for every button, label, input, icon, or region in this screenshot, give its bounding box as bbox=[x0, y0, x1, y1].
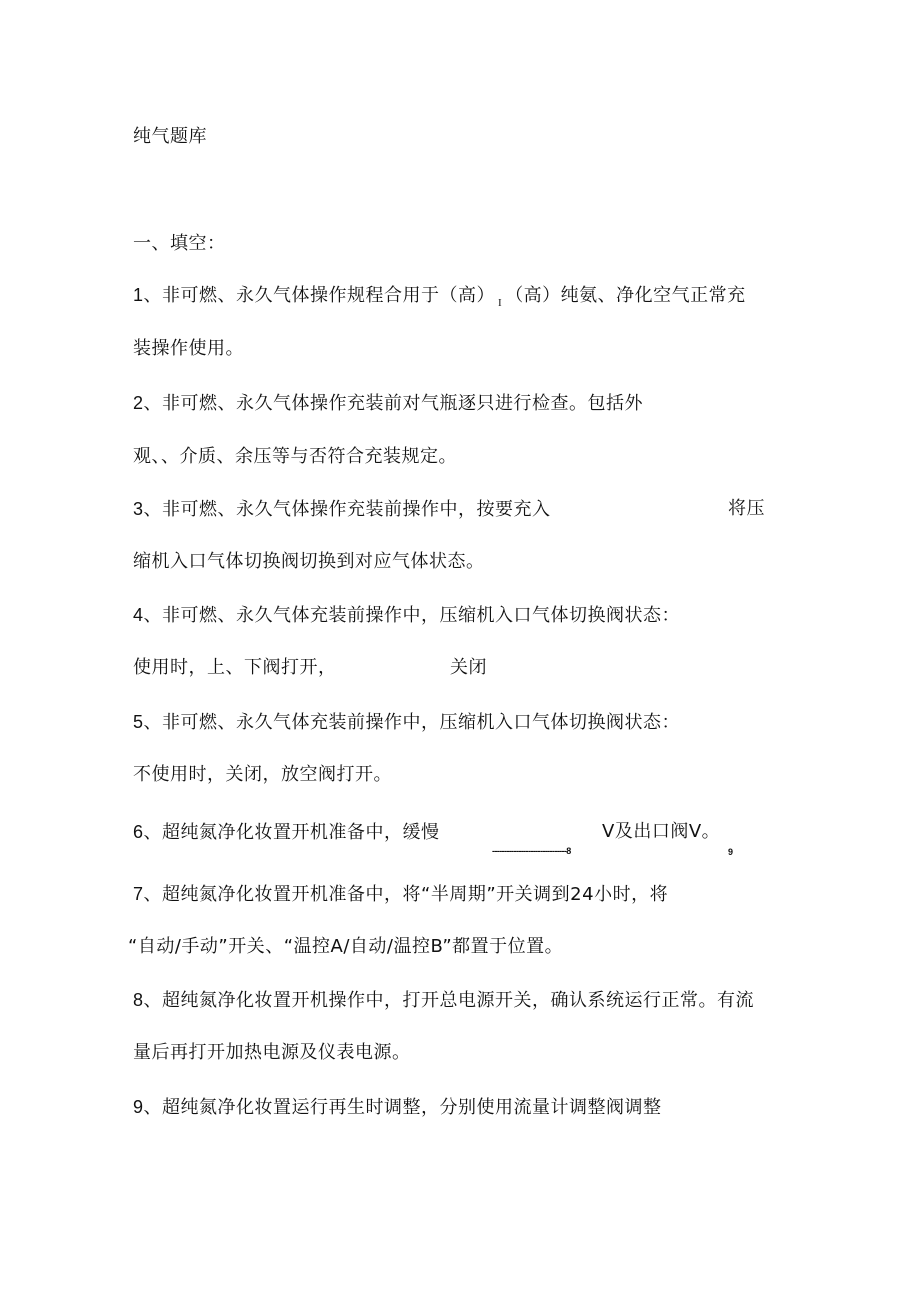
question-number: 7 bbox=[133, 884, 144, 904]
question-4-continuation: 使用时，上、下阀打开， bbox=[133, 657, 337, 678]
question-7-continuation: “自动/手动”开关、“温控A/自动/温控B”都置于位置。 bbox=[128, 936, 564, 957]
subscript-mark: 9 bbox=[728, 847, 734, 857]
question-number: 5 bbox=[133, 712, 144, 732]
question-text: 、超纯氮净化妆置开机准备中，将“半周期”开关调到24小时，将 bbox=[143, 884, 669, 905]
question-number: 3 bbox=[133, 499, 144, 519]
question-6-after-blank: V及出口阀V。 bbox=[602, 821, 721, 842]
question-1-continuation: 装操作使用。 bbox=[133, 338, 244, 359]
question-1 bbox=[133, 284, 746, 309]
question-text: 、非可燃、永久气体充装前操作中，压缩机入口气体切换阀状态： bbox=[143, 605, 681, 626]
question-text: 、非可燃、永久气体充装前操作中，压缩机入口气体切换阀状态： bbox=[143, 712, 681, 733]
question-number: 8 bbox=[133, 990, 144, 1010]
question-2-continuation: 观、、介质、余压等与否符合充装规定。 bbox=[133, 446, 457, 467]
question-text: 、非可燃、永久气体操作充装前操作中，按要充入 bbox=[143, 499, 551, 520]
question-number: 9 bbox=[133, 1097, 144, 1117]
question-3 bbox=[133, 498, 551, 521]
question-text: 、非可燃、永久气体操作充装前对气瓶逐只进行检查。包括外 bbox=[143, 393, 644, 414]
question-9 bbox=[133, 1096, 662, 1119]
question-text: 、非可燃、永久气体操作规程合用于（高） bbox=[143, 285, 496, 306]
question-text-cont: （高）纯氨、净化空气正常充 bbox=[505, 285, 746, 306]
question-7 bbox=[133, 883, 668, 906]
question-3-after-blank: 将压 bbox=[728, 498, 765, 519]
question-8 bbox=[133, 989, 754, 1012]
subscript-mark: I bbox=[498, 297, 503, 309]
question-4-after-blank: 关闭 bbox=[450, 657, 487, 678]
question-text: 、超纯氮净化妆置开机准备中，缓慢 bbox=[143, 822, 440, 843]
question-3-continuation: 缩机入口气体切换阀切换到对应气体状态。 bbox=[133, 551, 485, 572]
question-5 bbox=[133, 711, 680, 734]
question-8-continuation: 量后再打开加热电源及仪表电源。 bbox=[133, 1042, 411, 1063]
question-5-continuation: 不使用时，关闭，放空阀打开。 bbox=[133, 764, 392, 785]
blank-underline-mark: -------------------------------8 bbox=[492, 846, 571, 856]
question-number: 6 bbox=[133, 822, 144, 842]
doc-title: 纯气题库 bbox=[133, 126, 207, 147]
question-number: 2 bbox=[133, 393, 144, 413]
question-number: 1 bbox=[133, 285, 144, 305]
question-number: 4 bbox=[133, 605, 144, 625]
question-2 bbox=[133, 392, 643, 415]
question-text: 、超纯氮净化妆置开机操作中，打开总电源开关，确认系统运行正常。有流 bbox=[143, 990, 755, 1011]
question-4 bbox=[133, 604, 680, 627]
question-text: 、超纯氮净化妆置运行再生时调整，分别使用流量计调整阀调整 bbox=[143, 1097, 662, 1118]
section-heading: 一、填空： bbox=[133, 233, 226, 254]
question-6 bbox=[133, 821, 440, 844]
